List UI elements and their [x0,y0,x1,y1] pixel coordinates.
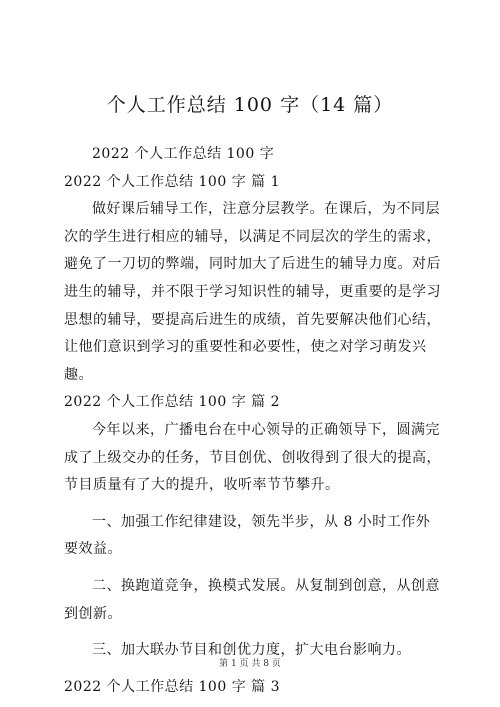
paragraph-4: 二、换跑道竞争，换模式发展。从复制到创意，从创意到创新。 [64,577,440,622]
document-body [64,141,442,701]
paragraph-5: 三、加大联办节目和创优力度，扩大电台影响力。 [92,642,411,659]
section-heading-3: 2022 个人工作总结 100 字 篇 3 [64,678,281,695]
paragraph-3: 一、加强工作纪律建设，领先半步，从 8 小时工作外要效益。 [64,513,431,558]
paragraph-1: 做好课后辅导工作，注意分层教学。在课后，为不同层次的学生进行相应的辅导，以满足不同层次的学生的需求，避免了一刀切的弊端，同时加大了后进生的辅导力度。对后进生的辅导，并不限于学习知识性的辅导，更重要的是学习思想的辅导，要提高后进生的成绩，首先要解决他们心结，让他们意识到学习的重要性和必要性，使之对学习萌发兴趣。 [64,201,441,383]
page-footer: 第 1 页 共 8 页 [219,659,281,669]
document-title: 个人工作总结 100 字（14 篇） [106,94,394,116]
section-heading-1: 2022 个人工作总结 100 字 篇 1 [64,173,281,190]
document-subtitle: 2022 个人工作总结 100 字 [92,146,275,162]
section-heading-2: 2022 个人工作总结 100 字 篇 2 [64,394,281,411]
paragraph-2: 今年以来，广播电台在中心领导的正确领导下，圆满完成了上级交办的任务，节目创优、创收得到了很大的提高，节目质量有了大的提升，收听率节节攀升。 [64,421,441,494]
